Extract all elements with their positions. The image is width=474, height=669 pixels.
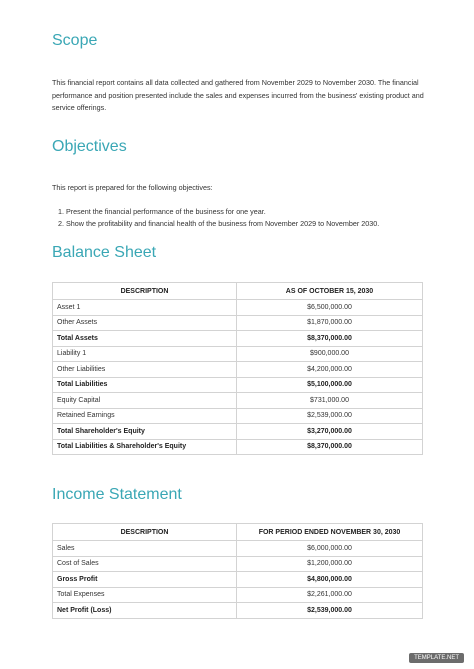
table-row [53, 315, 423, 331]
row-label: Gross Profit [53, 572, 237, 588]
balance-sheet-table [52, 282, 423, 455]
table-row-total [53, 377, 423, 393]
row-label: Other Liabilities [53, 362, 237, 378]
row-value: $4,200,000.00 [237, 362, 423, 378]
row-value: $1,870,000.00 [237, 315, 423, 331]
objective-item: 1. Present the financial performance of the business for one year. [58, 207, 266, 216]
table-row [53, 587, 423, 603]
table-row-total [53, 603, 423, 619]
row-label: Total Liabilities [53, 377, 237, 393]
row-label: Cost of Sales [53, 556, 237, 572]
row-label: Total Liabilities & Shareholder's Equity [53, 439, 237, 455]
row-value: $1,200,000.00 [237, 556, 423, 572]
table-row [53, 300, 423, 316]
row-value: $5,100,000.00 [237, 377, 423, 393]
objective-item: 2. Show the profitability and financial health of the business from November 2029 to November 2030. [58, 219, 380, 228]
row-value: $731,000.00 [237, 393, 423, 409]
row-label: Net Profit (Loss) [53, 603, 237, 619]
row-label: Sales [53, 541, 237, 557]
table-header-row [53, 524, 423, 541]
table-row-total [53, 572, 423, 588]
table-row [53, 346, 423, 362]
table-row [53, 393, 423, 409]
scope-heading: Scope [52, 32, 98, 49]
row-label: Equity Capital [53, 393, 237, 409]
scope-paragraph: This financial report contains all data collected and gathered from November 2029 to November 2030. The financial performance and position presented include the sales and expenses incurred from the business' existing product and service offerings. [52, 78, 424, 112]
row-label: Total Shareholder's Equity [53, 424, 237, 440]
balance-sheet-heading: Balance Sheet [52, 244, 157, 261]
objectives-list [52, 206, 432, 230]
row-value: $2,261,000.00 [237, 587, 423, 603]
table-header-row [53, 283, 423, 300]
column-header-date: AS OF OCTOBER 15, 2030 [237, 283, 423, 300]
table-row [53, 362, 423, 378]
table-row [53, 556, 423, 572]
column-header-description: DESCRIPTION [53, 524, 237, 541]
table-row-total [53, 331, 423, 347]
row-label: Total Assets [53, 331, 237, 347]
row-value: $900,000.00 [237, 346, 423, 362]
row-value: $8,370,000.00 [237, 439, 423, 455]
row-label: Retained Earnings [53, 408, 237, 424]
table-row-total [53, 424, 423, 440]
row-value: $2,539,000.00 [237, 603, 423, 619]
row-value: $2,539,000.00 [237, 408, 423, 424]
row-value: $6,500,000.00 [237, 300, 423, 316]
column-header-period: FOR PERIOD ENDED NOVEMBER 30, 2030 [237, 524, 423, 541]
income-statement-heading: Income Statement [52, 486, 182, 503]
row-label: Other Assets [53, 315, 237, 331]
table-row [53, 408, 423, 424]
column-header-description: DESCRIPTION [53, 283, 237, 300]
table-row [53, 541, 423, 557]
row-value: $8,370,000.00 [237, 331, 423, 347]
row-label: Liability 1 [53, 346, 237, 362]
row-value: $6,000,000.00 [237, 541, 423, 557]
table-row-total [53, 439, 423, 455]
row-value: $3,270,000.00 [237, 424, 423, 440]
objectives-intro: This report is prepared for the following objectives: [52, 183, 213, 192]
income-statement-table [52, 523, 423, 619]
objectives-heading: Objectives [52, 138, 127, 155]
row-label: Total Expenses [53, 587, 237, 603]
watermark-logo: TEMPLATE.NET [409, 653, 464, 663]
row-label: Asset 1 [53, 300, 237, 316]
row-value: $4,800,000.00 [237, 572, 423, 588]
